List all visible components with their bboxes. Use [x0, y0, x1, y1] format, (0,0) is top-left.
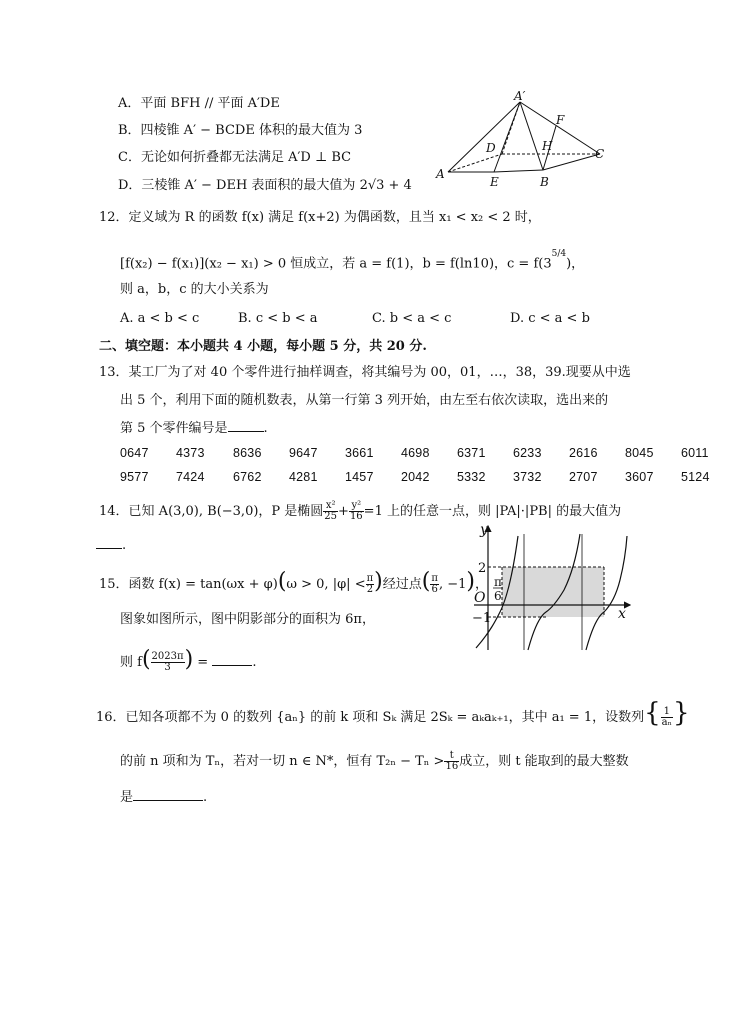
label-f: F: [556, 113, 565, 127]
rnd-cell: 1457: [345, 470, 374, 484]
rnd-cell: 4373: [176, 446, 205, 460]
tick-label-pi: π: [494, 575, 502, 589]
pyramid-figure: [432, 88, 622, 188]
rnd-cell: 3732: [513, 470, 542, 484]
rnd-cell: 3607: [625, 470, 654, 484]
q13-answer-blank: [228, 419, 264, 432]
q16-line2: 的前 n 项和为 Tₙ，若对一切 n ∈ N*，恒有 T₂ₙ − Tₙ > $\frac{t}{16}$ 成立，则 t 能取到的最大整数: [120, 750, 629, 772]
axis-x-label: x: [618, 606, 626, 622]
rnd-cell: 6011: [681, 446, 709, 460]
axis-y-label: y: [480, 522, 488, 538]
q14-line1: 14．已知 A(3,0), B(−3,0)，P 是椭圆 $\frac{\text{x²}}{25}$ + $\frac{\text{y²}}{16}$ =1 上的任意一点，则 |PA|·|PB| 的最大值为: [99, 500, 622, 522]
q12-line1: 12．定义域为 R 的函数 f(x) 满足 f(x+2) 为偶函数，且当 x₁ < x₂ < 2 时，: [99, 210, 541, 225]
q16-line3: 是 .: [120, 790, 208, 805]
tick-label-2: 2: [478, 561, 487, 576]
q15-line1: 15．函数 f(x) = tan(ωx + φ)(ω > 0, |φ| < $\frac{\pi}{2}$ )经过点( $\frac{\pi}{6}$ , −1)，: [99, 569, 488, 595]
rnd-cell: 4698: [401, 446, 430, 460]
rnd-cell: 6233: [513, 446, 542, 460]
tick-label-six: 6: [494, 589, 502, 603]
rnd-cell: 5332: [457, 470, 486, 484]
label-e: E: [490, 175, 499, 188]
rnd-cell: 5124: [681, 470, 710, 484]
rnd-cell: 4281: [289, 470, 318, 484]
q12-choice-d: D. c < a < b: [510, 311, 590, 326]
q12-line2: [f(x₂) − f(x₁)](x₂ − x₁) > 0 恒成立，若 a = f(1)，b = f(ln10)，$c = f(3^{5/4})$，: [120, 249, 585, 272]
q11-option-b: B．四棱锥 A′ − BCDE 体积的最大值为 3: [118, 123, 363, 138]
rnd-cell: 3661: [345, 446, 374, 460]
q12-choice-c: C. b < a < c: [372, 311, 452, 326]
tan-graph: [470, 520, 635, 655]
q11-option-d: D．三棱锥 A′ − DEH 表面积的最大值为 2√3 + 4: [118, 178, 412, 193]
q12-exponent: 5/4: [551, 249, 567, 259]
tick-label-neg-1: −1: [472, 611, 492, 626]
q12-choice-a: A. a < b < c: [120, 311, 200, 326]
q13-line3: 第 5 个零件编号是 .: [120, 421, 268, 436]
q15-line2: 图象如图所示，图中阴影部分的面积为 6π，: [120, 612, 375, 627]
q14-line2: .: [96, 536, 126, 555]
q13-line1: 13．某工厂为了对 40 个零件进行抽样调查，将其编号为 00，01，…，38，39.现要从中选: [99, 365, 631, 380]
label-b: B: [540, 175, 549, 188]
q15-line3: 则 f( $\frac{2023\pi}{3}$ ) = .: [120, 647, 257, 673]
rnd-cell: 2616: [569, 446, 598, 460]
label-d: D: [486, 141, 496, 155]
q16-answer-blank: [133, 788, 203, 801]
rnd-cell: 8636: [233, 446, 262, 460]
q15-answer-blank: [212, 653, 252, 666]
section-heading: 二、填空题：本小题共 4 小题，每小题 5 分，共 20 分.: [99, 339, 427, 354]
label-c: C: [595, 147, 605, 161]
rnd-cell: 0647: [120, 446, 149, 460]
label-a-prime: A′: [514, 89, 526, 103]
origin-label: O: [474, 590, 486, 606]
label-a: A: [436, 167, 445, 181]
rnd-cell: 9577: [120, 470, 149, 484]
label-h: H: [542, 139, 553, 153]
q14-answer-blank: [96, 536, 122, 549]
q16-line1: 16．已知各项都不为 0 的数列 {aₙ} 的前 k 项和 Sₖ 满足 2Sₖ = aₖaₖ₊₁，其中 a₁ = 1，设数列{ $\frac{1}{\text{aₙ}}$ }: [96, 698, 690, 728]
rnd-cell: 2042: [401, 470, 430, 484]
rnd-cell: 9647: [289, 446, 318, 460]
q12-line3: 则 a，b，c 的大小关系为: [120, 282, 269, 297]
q11-option-c: C．无论如何折叠都无法满足 A′D ⊥ BC: [118, 150, 352, 165]
rnd-cell: 7424: [176, 470, 205, 484]
q13-line2: 出 5 个，利用下面的随机数表，从第一行第 3 列开始，由左至右依次读取，选出来的: [120, 393, 609, 408]
rnd-cell: 6762: [233, 470, 262, 484]
q12-choice-b: B. c < b < a: [238, 311, 318, 326]
rnd-cell: 6371: [457, 446, 486, 460]
rnd-cell: 8045: [625, 446, 654, 460]
rnd-cell: 2707: [569, 470, 598, 484]
q11-option-a: A．平面 BFH // 平面 A′DE: [118, 96, 280, 111]
